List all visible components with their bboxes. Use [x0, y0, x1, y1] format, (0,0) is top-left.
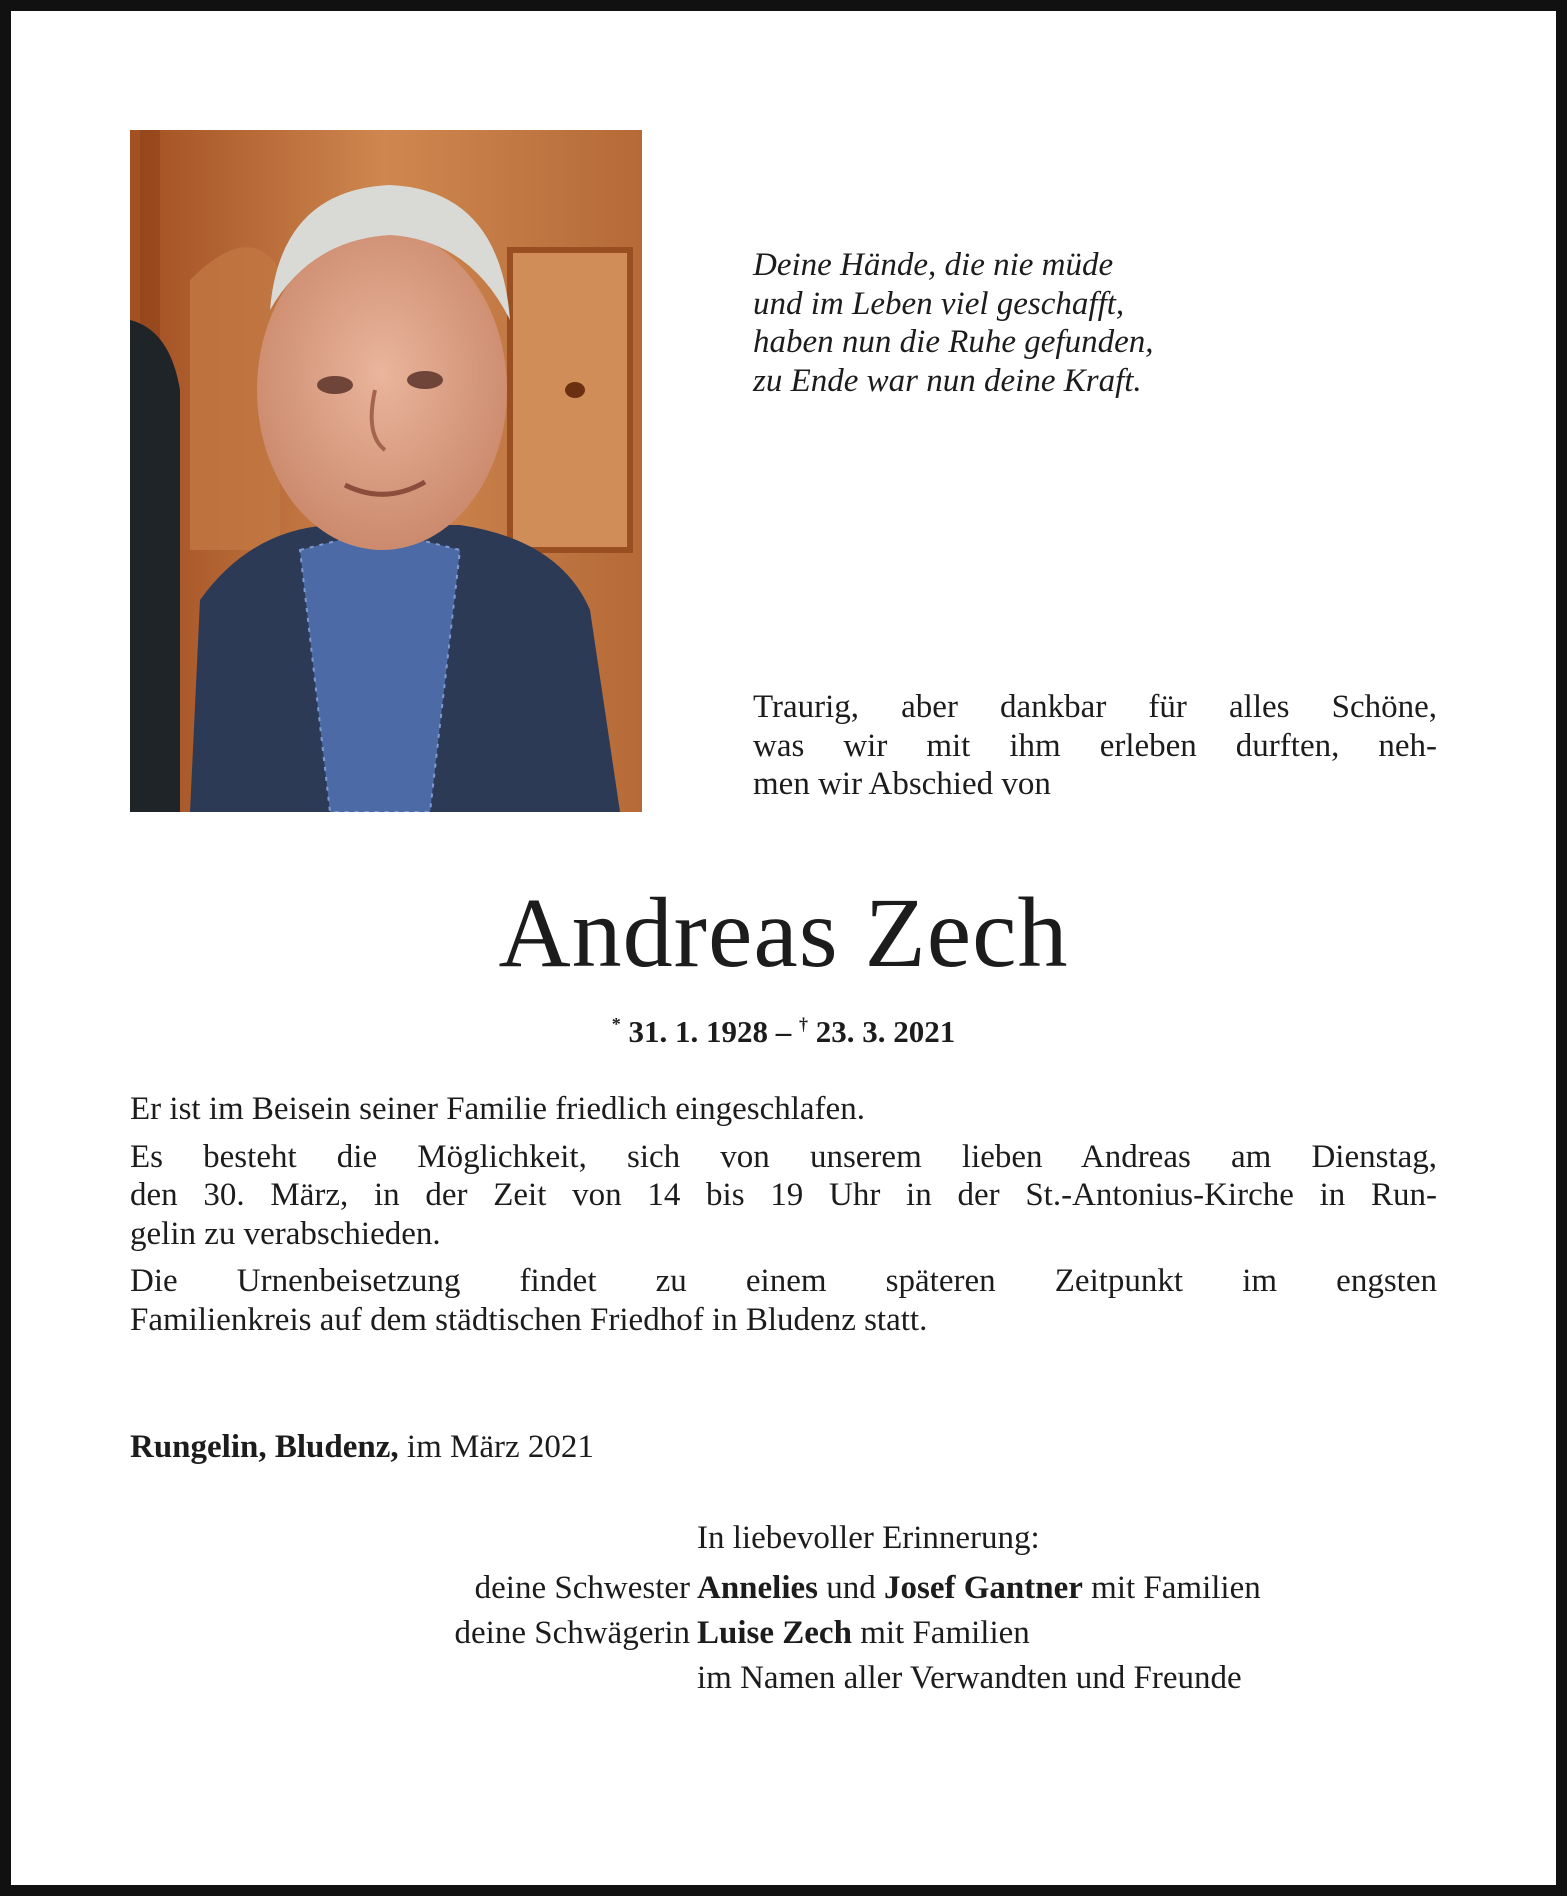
body-paragraph-2	[130, 1138, 1437, 1254]
poem	[753, 246, 1473, 400]
body-line: Familienkreis auf dem städtischen Friedhof in Bludenz statt.	[130, 1301, 928, 1338]
body-text	[130, 1090, 1437, 1348]
relation-label: deine Schwägerin	[454, 1615, 690, 1651]
intro-paragraph	[753, 688, 1437, 804]
poem-line: zu Ende war nun deine Kraft.	[753, 362, 1142, 399]
body-paragraph-1: Er ist im Beisein seiner Familie friedlich eingeschlafen.	[130, 1091, 865, 1127]
death-date: 23. 3. 2021	[815, 1014, 956, 1049]
connector: und	[818, 1570, 885, 1606]
month-year: im März 2021	[398, 1429, 594, 1465]
place-name: Rungelin, Bludenz,	[130, 1429, 399, 1465]
body-line: Die Urnenbeisetzung findet zu einem späteren Zeitpunkt im engsten	[130, 1263, 1437, 1299]
intro-line: was wir mit ihm erleben durften, neh-	[753, 727, 1437, 764]
place-date-line	[130, 1428, 1030, 1467]
body-paragraph-3	[130, 1262, 1437, 1339]
life-dates	[0, 1004, 1567, 1052]
family-names	[697, 1569, 1261, 1608]
relation-label: deine Schwester	[474, 1570, 690, 1606]
portrait-photo	[130, 130, 642, 812]
signature-row	[0, 1569, 1567, 1609]
birth-date: 31. 1. 1928	[628, 1014, 768, 1049]
intro-line: men wir Abschied von	[753, 766, 1051, 802]
family-name: Luise Zech	[697, 1615, 852, 1651]
signature-row	[0, 1614, 1567, 1654]
intro-line: Traurig, aber dankbar für alles Schöne,	[753, 689, 1437, 725]
signature-closing: im Namen aller Verwandten und Freunde	[697, 1660, 1242, 1696]
poem-line: Deine Hände, die nie müde	[753, 247, 1114, 283]
family-names	[697, 1614, 1030, 1653]
poem-line: und im Leben viel geschafft,	[753, 285, 1125, 322]
suffix: mit Familien	[851, 1615, 1030, 1651]
poem-line: haben nun die Ruhe gefunden,	[753, 324, 1154, 360]
body-line: Es besteht die Möglichkeit, sich von unserem lieben Andreas am Dienstag,	[130, 1138, 1437, 1175]
suffix: mit Familien	[1082, 1570, 1261, 1606]
deceased-name: Andreas Zech	[498, 877, 1069, 988]
body-line: gelin zu verabschieden.	[130, 1215, 441, 1252]
date-separator: –	[768, 1014, 799, 1049]
family-name: Josef Gantner	[884, 1570, 1083, 1606]
family-name: Annelies	[697, 1570, 819, 1606]
death-symbol: †	[799, 1014, 808, 1034]
body-line: den 30. März, in der Zeit von 14 bis 19 Uhr in der St.-Antonius-Kirche in Run-	[130, 1177, 1437, 1213]
memory-heading: In liebevoller Erinnerung:	[697, 1520, 1040, 1556]
birth-symbol: *	[611, 1014, 621, 1034]
